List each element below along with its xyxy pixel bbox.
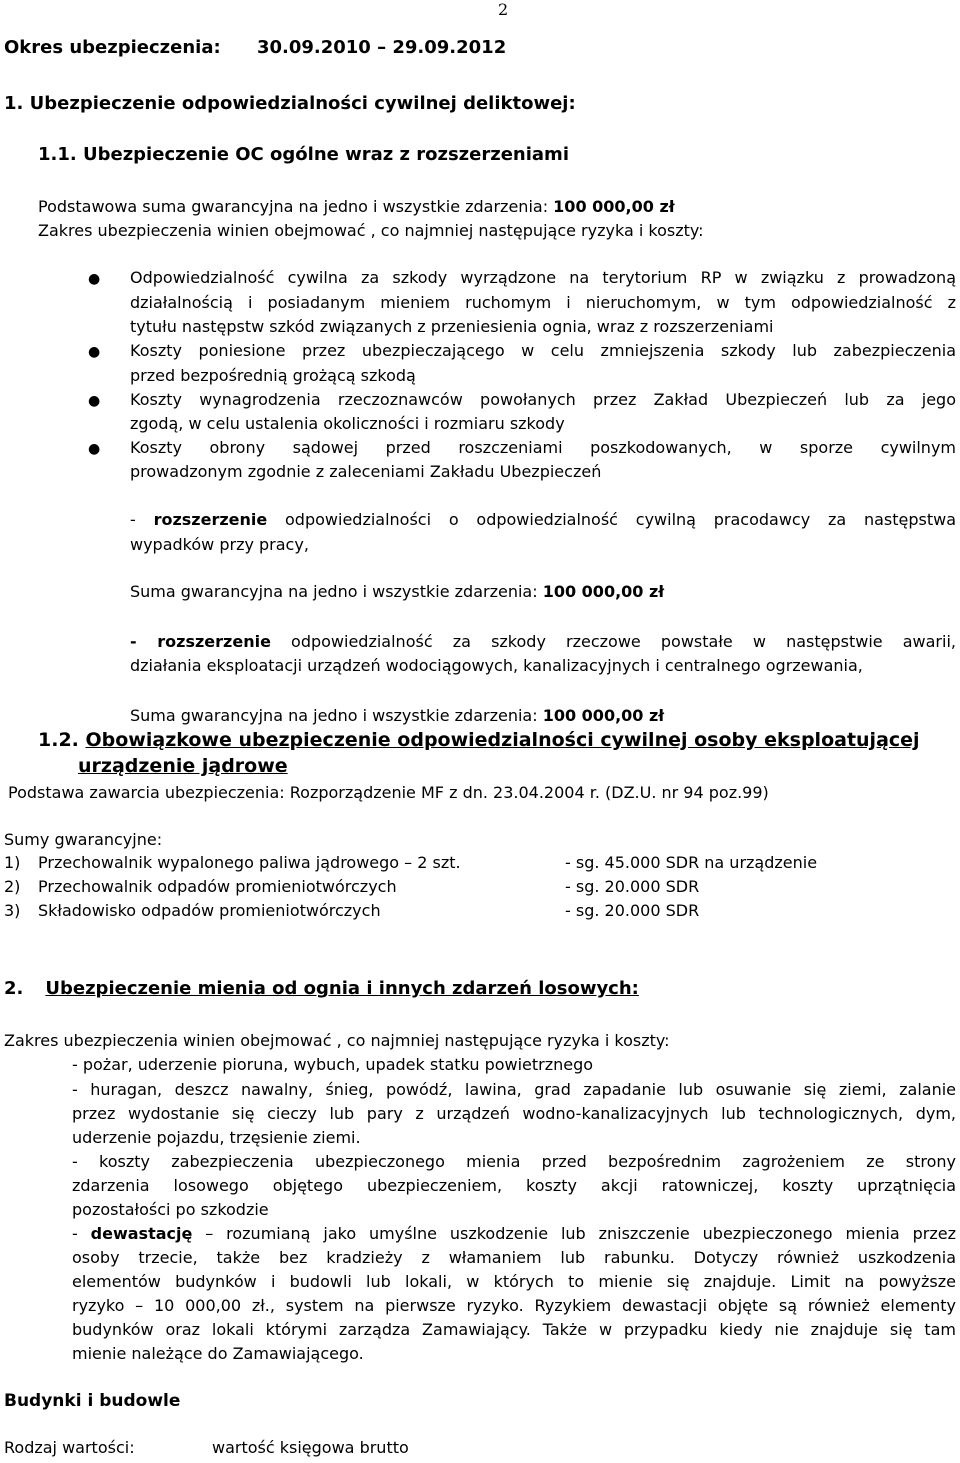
section2-scope-intro: Zakres ubezpieczenia winien obejmować , co najmniej następujące ryzyka i koszty:: [4, 1031, 670, 1050]
ext1-rest: odpowiedzialności o odpowiedzialność cywilną pracodawcy za następstwa: [267, 510, 957, 529]
page-number: 2: [498, 0, 509, 19]
bullet-icon: ●: [88, 344, 101, 360]
risk2-line3: uderzenie pojazdu, trzęsienie ziemi.: [72, 1128, 361, 1147]
bullet-icon: ●: [88, 441, 101, 457]
sums-label: Sumy gwarancyjne:: [4, 830, 163, 849]
list-item: [4, 901, 20, 921]
legal-basis: Podstawa zawarcia ubezpieczenia: Rozporządzenie MF z dn. 23.04.2004 r. (DZ.U. nr 94 poz.99): [8, 783, 769, 802]
risk2-line1: - huragan, deszcz nawalny, śnieg, powódź, lawina, grad zapadanie lub osuwanie się ziemi, zalanie: [72, 1080, 956, 1099]
section2-title: Ubezpieczenie mienia od ognia i innych zdarzeń losowych:: [45, 978, 639, 999]
ext2-bold: rozszerzenie: [157, 632, 271, 651]
bullet1-line2: działalnością i posiadanym mieniem ruchomym i nieruchomym, w tym odpowiedzialność z: [130, 293, 956, 312]
ext2-sum-value: 100 000,00 zł: [542, 706, 665, 725]
bullet3-line1: Koszty wynagrodzenia rzeczoznawców powołanych przez Zakład Ubezpieczeń lub za jego: [130, 390, 956, 409]
item-name: Przechowalnik wypalonego paliwa jądrowego – 2 szt.: [38, 853, 461, 872]
ext1-bold: rozszerzenie: [153, 510, 268, 529]
ext1-dash: -: [130, 510, 154, 529]
risk3-line1: - koszty zabezpieczenia ubezpieczonego mienia przed bezpośrednim zagrożeniem ze strony: [72, 1152, 956, 1171]
base-sum-line: [38, 197, 675, 217]
item-value: - sg. 20.000 SDR: [565, 901, 700, 920]
section12-number: 1.2.: [38, 729, 86, 751]
list-item: [4, 877, 20, 897]
period-dates: 30.09.2010 – 29.09.2012: [256, 37, 507, 58]
item-name: Przechowalnik odpadów promieniotwórczych: [38, 877, 397, 896]
risk4-rest: – rozumianą jako umyślne uszkodzenie lub zniszczenie ubezpieczonego mienia przez: [192, 1224, 957, 1243]
section11-title: 1.1. Ubezpieczenie OC ogólne wraz z rozszerzeniami: [38, 144, 569, 165]
item-number: 2): [4, 877, 21, 896]
ext2-sum-line: [130, 706, 664, 726]
item-number: 1): [4, 853, 21, 872]
ext2-line2: działania eksploatacji urządzeń wodociągowych, kanalizacyjnych i centralnego ogrzewania,: [130, 656, 863, 675]
bullet-icon: ●: [88, 393, 101, 409]
ext1-line1: [130, 510, 956, 530]
section2-title-line: [4, 979, 639, 999]
risk4-line6: mienie należące do Zamawiającego.: [72, 1344, 364, 1363]
risk3-line3: pozostałości po szkodzie: [72, 1200, 269, 1219]
ext1-sum-line: [130, 582, 664, 602]
risk4-line1: [72, 1224, 956, 1244]
risk4-line3: elementów budynków i budowli lub lokali, w których to mienie się znajduje. Limit na powyższe: [72, 1272, 956, 1291]
base-sum-value: 100 000,00 zł: [553, 197, 675, 216]
risk2-line2: przez wydostanie się cieczy lub pary z urządzeń wodno-kanalizacyjnych lub technologicznych, dym,: [72, 1104, 956, 1123]
bullet1-line3: tytułu następstw szkód związanych z przeniesienia ognia, wraz z rozszerzeniami: [130, 317, 774, 336]
risk4-line2: osoby trzecie, także bez kradzieży z włamaniem lub rabunku. Dotyczy również uszkodzenia: [72, 1248, 956, 1267]
risk4-dash: -: [72, 1224, 91, 1243]
ext1-sum-prefix: Suma gwarancyjna na jedno i wszystkie zdarzenia:: [130, 582, 543, 601]
item-value: - sg. 45.000 SDR na urządzenie: [565, 853, 818, 872]
bullet-icon: ●: [88, 271, 101, 287]
item-name: Składowisko odpadów promieniotwórczych: [38, 901, 381, 920]
risk3-line2: zdarzenia losowego objętego ubezpieczeniem, koszty akcji ratowniczej, koszty uprzątnięcia: [72, 1176, 956, 1195]
item-value: - sg. 20.000 SDR: [565, 877, 700, 896]
risk4-bold: dewastację: [90, 1224, 193, 1243]
ext2-dash: -: [130, 632, 158, 651]
section1-title: 1. Ubezpieczenie odpowiedzialności cywilnej deliktowej:: [4, 93, 576, 114]
bullet4-line1: Koszty obrony sądowej przed roszczeniami poszkodowanych, w sporze cywilnym: [130, 438, 956, 457]
value-type: wartość księgowa brutto: [212, 1438, 409, 1457]
bullet4-line2: prowadzonym zgodnie z zaleceniami Zakładu Ubezpieczeń: [130, 462, 602, 481]
value-type-label: Rodzaj wartości:: [4, 1438, 135, 1457]
ext2-line1: [130, 632, 956, 652]
base-sum-prefix: Podstawowa suma gwarancyjna na jedno i wszystkie zdarzenia:: [38, 197, 554, 216]
scope-intro: Zakres ubezpieczenia winien obejmować , co najmniej następujące ryzyka i koszty:: [38, 221, 704, 240]
risk1: - pożar, uderzenie pioruna, wybuch, upadek statku powietrznego: [72, 1055, 594, 1074]
item-number: 3): [4, 901, 21, 920]
bullet2-line2: przed bezpośrednią grożącą szkodą: [130, 366, 416, 385]
section2-number: 2.: [4, 978, 24, 999]
risk4-line4: ryzyko – 10 000,00 zł., system na pierwsze ryzyko. Ryzykiem dewastacji objęte są również elementy: [72, 1296, 956, 1315]
risk4-line5: budynków oraz lokali którymi zarządza Zamawiający. Także w przypadku kiedy nie znajduje się tam: [72, 1320, 956, 1339]
period-label: Okres ubezpieczenia:: [4, 37, 221, 58]
ext2-sum-prefix: Suma gwarancyjna na jedno i wszystkie zdarzenia:: [130, 706, 543, 725]
ext1-line2: wypadków przy pracy,: [130, 535, 309, 554]
insurance-period: [4, 38, 506, 58]
bullet1-line1: Odpowiedzialność cywilna za szkody wyrządzone na terytorium RP w związku z prowadzoną: [130, 268, 956, 287]
bullet3-line2: zgodą, w celu ustalenia okoliczności i rozmiaru szkody: [130, 414, 565, 433]
ext2-rest: odpowiedzialność za szkody rzeczowe powstałe w następstwie awarii,: [270, 632, 956, 651]
buildings-title: Budynki i budowle: [4, 1391, 181, 1411]
section12-title-line2: urządzenie jądrowe: [78, 755, 288, 777]
ext1-sum-value: 100 000,00 zł: [542, 582, 665, 601]
section12-title-line1: [38, 730, 920, 750]
list-item: [4, 853, 20, 873]
section12-title: Obowiązkowe ubezpieczenie odpowiedzialności cywilnej osoby eksploatującej: [85, 729, 920, 751]
bullet2-line1: Koszty poniesione przez ubezpieczającego w celu zmniejszenia szkody lub zabezpieczenia: [130, 341, 956, 360]
